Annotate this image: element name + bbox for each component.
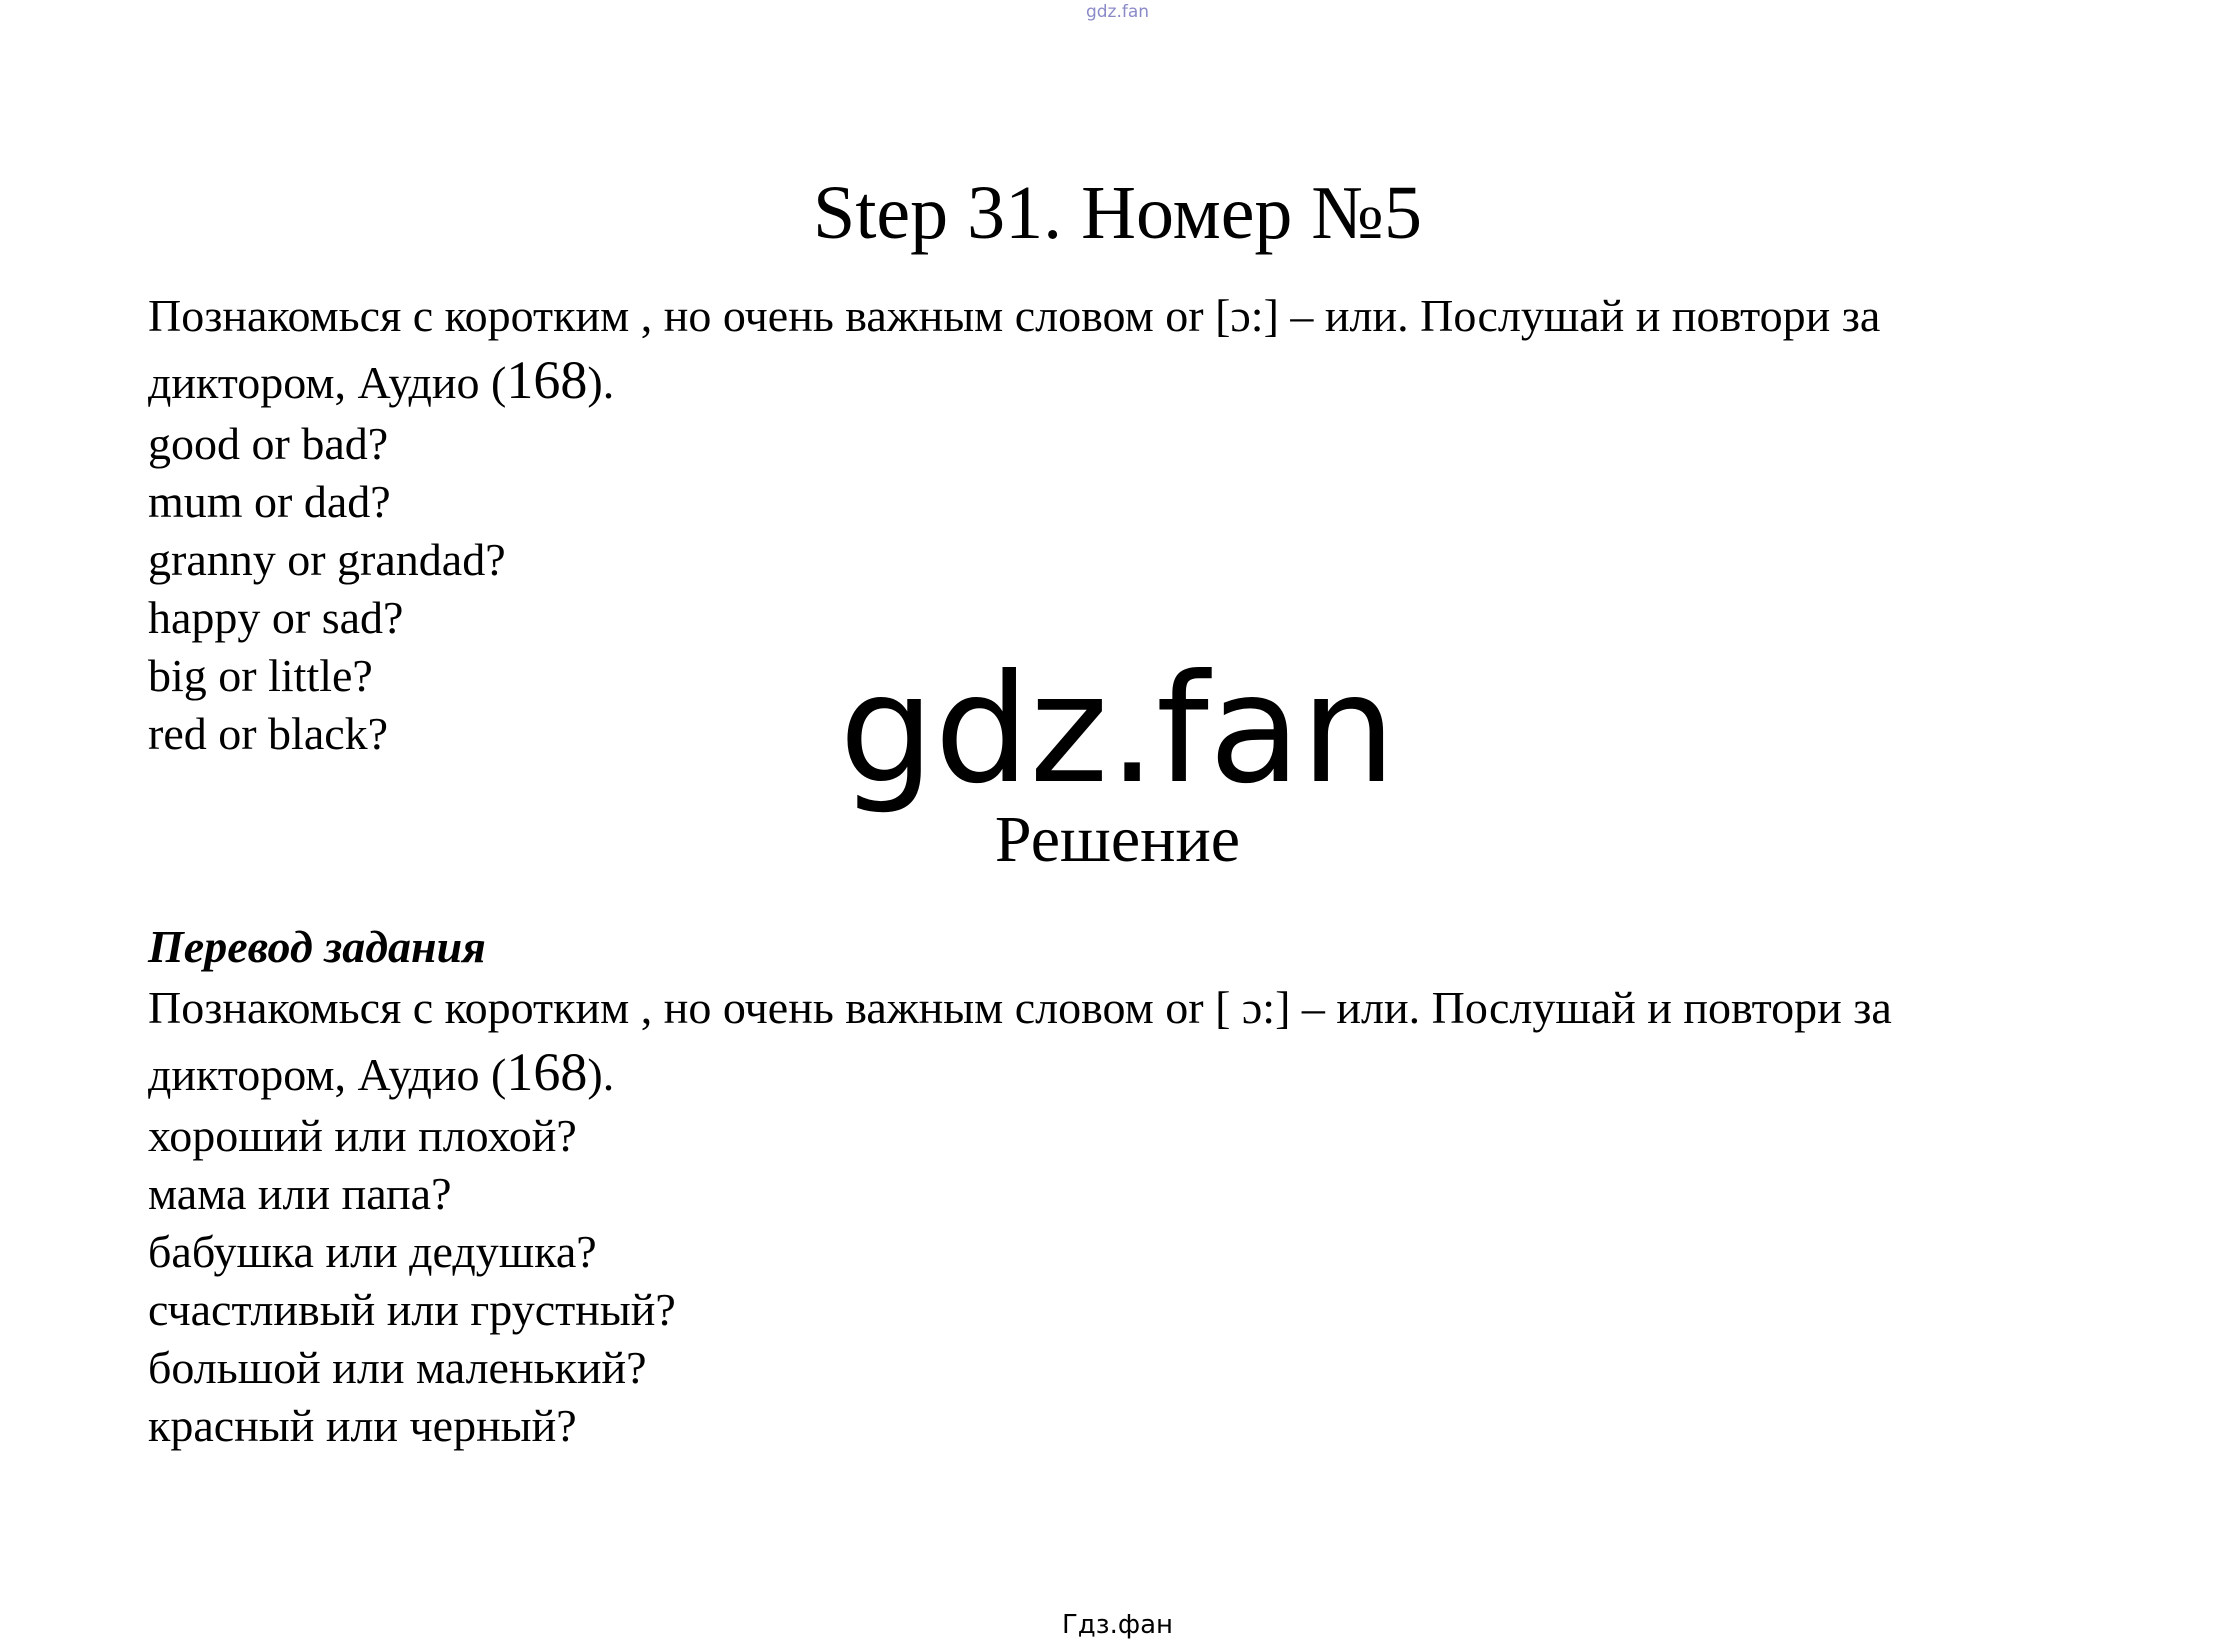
translation-intro-line-2	[148, 1040, 2208, 1107]
task-phrase: red or black?	[148, 708, 389, 759]
footer-watermark: Гдз.фан	[1061, 1610, 1174, 1640]
solution-label: Решение	[994, 803, 1241, 876]
task-intro-line-1: Познакомься с коротким , но очень важным словом or [ɔ:] – или. Послушай и повтори за	[148, 290, 1881, 341]
center-watermark: gdz.fan	[839, 643, 1396, 817]
task-intro-prefix: диктором, Аудио (	[148, 357, 507, 408]
translation-intro-suffix: ).	[587, 1049, 615, 1100]
page-title: Step 31. Номер №5	[813, 171, 1422, 255]
translation-intro-line-1: Познакомься с коротким , но очень важным словом or [ ɔ:] – или. Послушай и повтори за	[148, 982, 1892, 1033]
task-phrase: granny or grandad?	[148, 534, 506, 585]
task-phrase: big or little?	[148, 650, 373, 701]
translation-intro-prefix: диктором, Аудио (	[148, 1049, 507, 1100]
translation-phrase: счастливый или грустный?	[148, 1284, 676, 1335]
translation-audio-number: 168	[506, 1042, 588, 1102]
task-intro-line-2	[148, 348, 2208, 415]
translation-phrase: мама или папа?	[148, 1168, 452, 1219]
top-watermark: gdz.fan	[1085, 2, 1150, 22]
translation-phrase: хороший или плохой?	[148, 1110, 577, 1161]
task-phrase: good or bad?	[148, 418, 389, 469]
translation-section	[148, 918, 2208, 1455]
task-phrase: happy or sad?	[148, 592, 404, 643]
task-audio-number: 168	[506, 350, 588, 410]
task-intro-suffix: ).	[587, 357, 615, 408]
translation-heading: Перевод задания	[148, 921, 486, 972]
translation-phrase: красный или черный?	[148, 1400, 577, 1451]
task-phrase: mum or dad?	[148, 476, 391, 527]
translation-phrase: бабушка или дедушка?	[148, 1226, 597, 1277]
translation-phrase: большой или маленький?	[148, 1342, 647, 1393]
